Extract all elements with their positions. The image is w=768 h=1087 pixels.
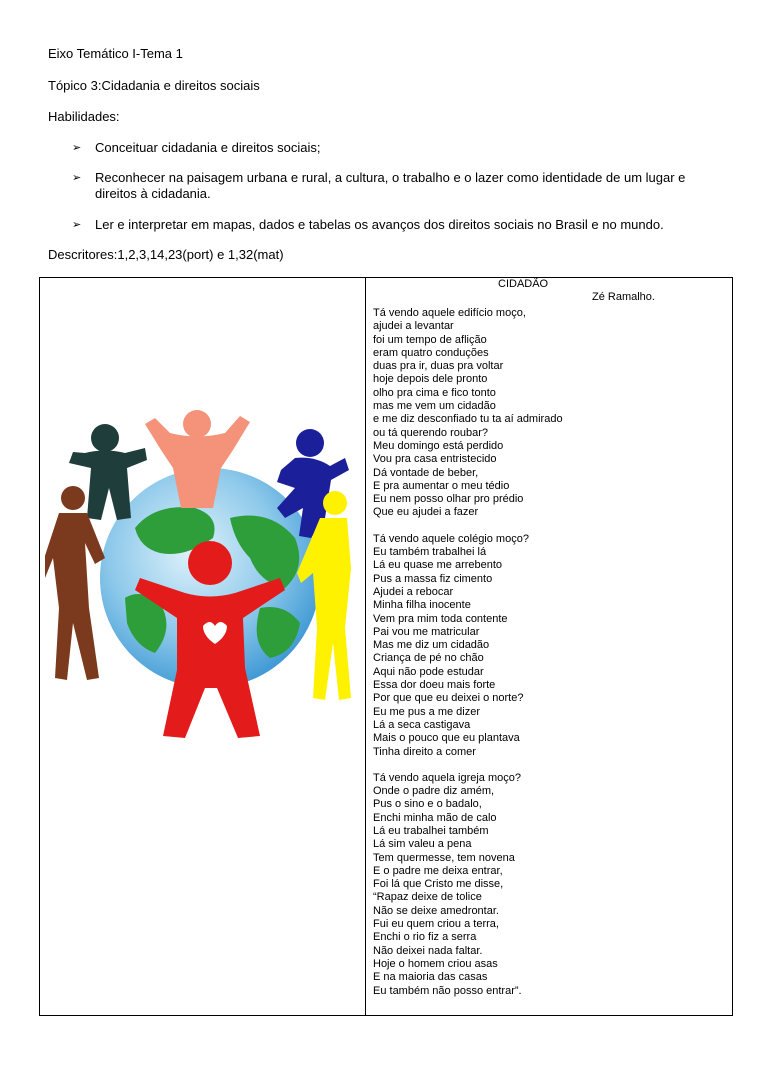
poem-line: E pra aumentar o meu tédio bbox=[373, 479, 510, 492]
poem-line: E o padre me deixa entrar, bbox=[373, 864, 503, 877]
descritores: Descritores:1,2,3,14,23(port) e 1,32(mat) bbox=[48, 247, 284, 262]
poem-line: Ajudei a rebocar bbox=[373, 585, 454, 598]
poem-line: Lá eu trabalhei também bbox=[373, 824, 489, 837]
people-around-globe-illustration bbox=[45, 408, 355, 738]
table-divider bbox=[365, 278, 366, 1015]
poem-line: duas pra ir, duas pra voltar bbox=[373, 360, 504, 373]
arrow-bullet-icon: ➢ bbox=[72, 172, 82, 184]
poem-line: foi um tempo de aflição bbox=[373, 333, 487, 346]
poem-line: Minha filha inocente bbox=[373, 599, 471, 612]
poem-line: Não deixei nada faltar. bbox=[373, 944, 483, 957]
poem-stanza-1 bbox=[373, 307, 728, 520]
poem-line: Hoje o homem criou asas bbox=[373, 957, 498, 970]
poem-line: Essa dor doeu mais forte bbox=[373, 679, 496, 692]
poem-line: Criança de pé no chão bbox=[373, 652, 484, 665]
poem-line: Fui eu quem criou a terra, bbox=[373, 918, 499, 931]
skill-item-continuation: direitos à cidadania. bbox=[95, 186, 211, 201]
poem-line: “Rapaz deixe de tolice bbox=[373, 891, 482, 904]
content-table bbox=[39, 277, 733, 1016]
poem-line: Pus o sino e o badalo, bbox=[373, 798, 482, 811]
poem-line: Lá a seca castigava bbox=[373, 718, 471, 731]
poem-line: Eu me pus a me dizer bbox=[373, 705, 480, 718]
poem-author: Zé Ramalho. bbox=[592, 291, 655, 303]
poem-line: Mas me diz um cidadão bbox=[373, 639, 490, 652]
poem-line: e me diz desconfiado tu ta aí admirado bbox=[373, 413, 563, 426]
poem-line: Tá vendo aquele colégio moço? bbox=[373, 532, 529, 545]
poem-line: Vem pra mim toda contente bbox=[373, 612, 508, 625]
poem-line: Meu domingo está perdido bbox=[373, 439, 504, 452]
poem-line: Onde o padre diz amém, bbox=[373, 785, 495, 798]
poem-body bbox=[373, 307, 728, 998]
skill-item: Conceituar cidadania e direitos sociais; bbox=[95, 140, 321, 155]
poem-line: Eu nem posso olhar pro prédio bbox=[373, 493, 524, 506]
arrow-bullet-icon: ➢ bbox=[72, 219, 82, 231]
poem-line: Tinha direito a comer bbox=[373, 745, 476, 758]
poem-line: Lá eu quase me arrebento bbox=[373, 559, 503, 572]
poem-line: Lá sim valeu a pena bbox=[373, 838, 472, 851]
poem-title: CIDADÃO bbox=[498, 278, 549, 290]
poem-stanza-2 bbox=[373, 533, 728, 759]
skill-item: Reconhecer na paisagem urbana e rural, a cultura, o trabalho e o lazer como identidade de um lugar e bbox=[95, 170, 686, 185]
habilidades-label: Habilidades: bbox=[48, 109, 120, 124]
skill-item: Ler e interpretar em mapas, dados e tabelas os avanços dos direitos sociais no Brasil e no mundo. bbox=[95, 217, 664, 232]
poem-line: Por que que eu deixei o norte? bbox=[373, 692, 524, 705]
poem-line: Eu também trabalhei lá bbox=[373, 546, 487, 559]
poem-line: Enchi minha mão de calo bbox=[373, 811, 497, 824]
poem-line: eram quatro conduções bbox=[373, 346, 489, 359]
poem-line: ajudei a levantar bbox=[373, 320, 454, 333]
poem-line: Tá vendo aquela igreja moço? bbox=[373, 771, 521, 784]
poem-line: Foi lá que Cristo me disse, bbox=[373, 878, 504, 891]
poem-line: Mais o pouco que eu plantava bbox=[373, 732, 520, 745]
poem-line: Tem quermesse, tem novena bbox=[373, 851, 515, 864]
poem-line: Aqui não pode estudar bbox=[373, 665, 484, 678]
poem-line: Tá vendo aquele edifício moço, bbox=[373, 307, 526, 319]
poem-line: ou tá querendo roubar? bbox=[373, 426, 488, 439]
poem-line: Pai vou me matricular bbox=[373, 625, 480, 638]
topico: Tópico 3:Cidadania e direitos sociais bbox=[48, 78, 260, 93]
poem-line: Vou pra casa entristecido bbox=[373, 453, 497, 466]
poem-stanza-3 bbox=[373, 772, 728, 998]
eixo-tematico: Eixo Temático I-Tema 1 bbox=[48, 46, 183, 61]
poem-line: E na maioria das casas bbox=[373, 971, 488, 984]
poem-line: Pus a massa fiz cimento bbox=[373, 572, 493, 585]
poem-line: olho pra cima e fico tonto bbox=[373, 386, 496, 399]
poem-line: mas me vem um cidadão bbox=[373, 400, 496, 413]
arrow-bullet-icon: ➢ bbox=[72, 142, 82, 154]
poem-line: hoje depois dele pronto bbox=[373, 373, 488, 386]
poem-line: Dá vontade de beber, bbox=[373, 466, 479, 479]
poem-line: Que eu ajudei a fazer bbox=[373, 506, 479, 519]
poem-line: Não se deixe amedrontar. bbox=[373, 904, 499, 917]
poem-line: Eu também não posso entrar”. bbox=[373, 984, 522, 997]
poem-line: Enchi o rio fiz a serra bbox=[373, 931, 477, 944]
